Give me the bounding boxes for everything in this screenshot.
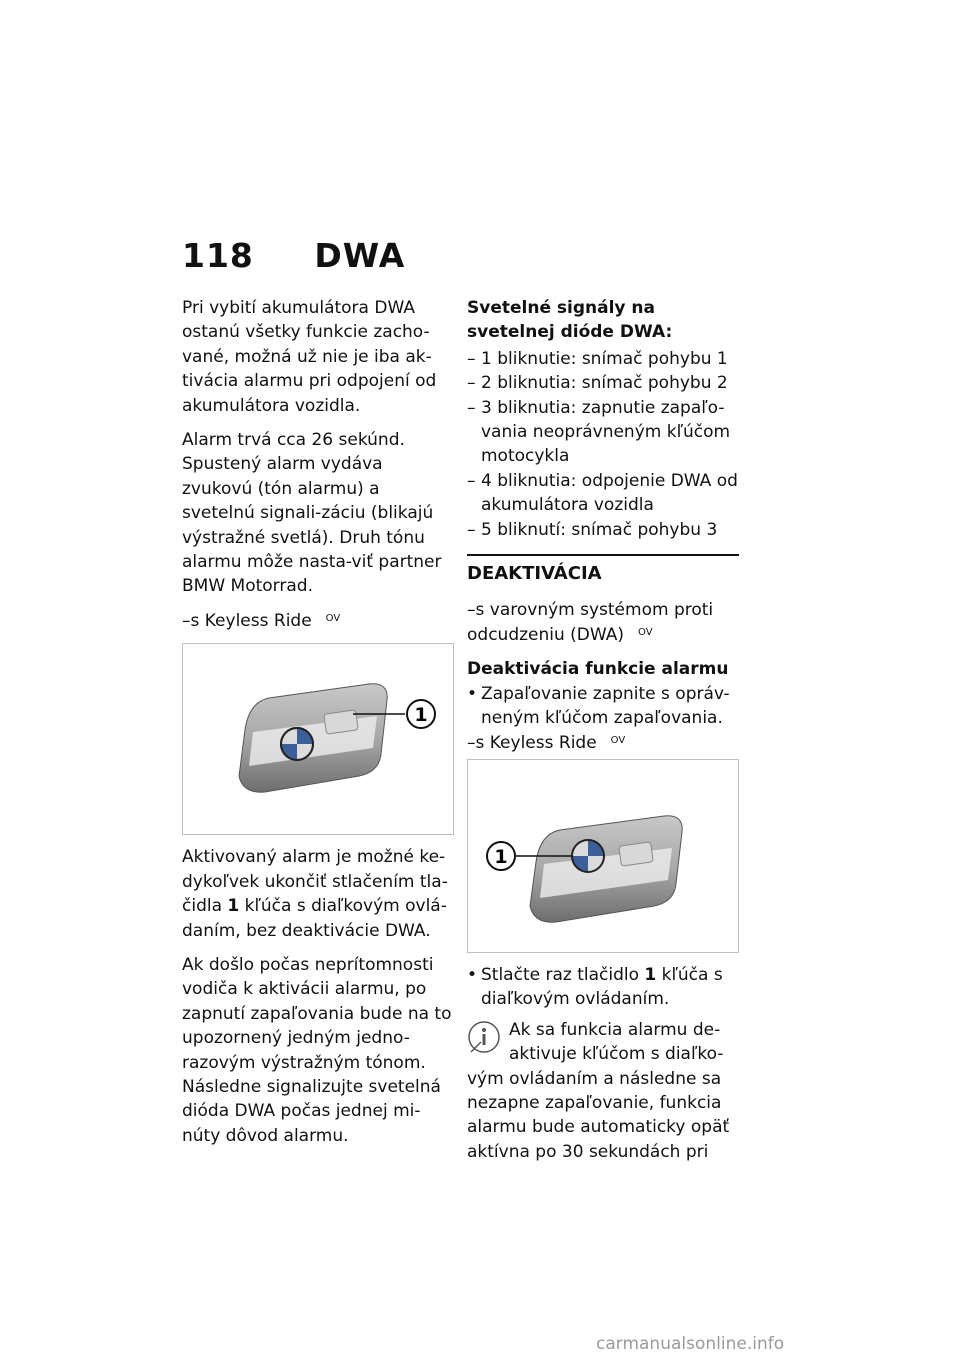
- signals-list: [467, 347, 739, 542]
- bullet-icon: •: [467, 964, 478, 985]
- keyless-condition: [182, 609, 454, 633]
- section-title: DWA: [314, 236, 406, 275]
- paragraph-stop-alarm: [182, 845, 454, 943]
- section-heading: DEAKTIVÁCIA: [467, 563, 602, 585]
- text: 2 bliknutia: snímač pohybu 2: [481, 373, 728, 394]
- watermark: carmanualsonline.info: [596, 1334, 785, 1354]
- option-marker: OV: [638, 626, 653, 638]
- bullet-item: [467, 682, 739, 731]
- key-fob-figure: [467, 759, 739, 953]
- dwa-condition: [467, 598, 739, 647]
- info-icon: [467, 1020, 501, 1054]
- dash: –: [467, 397, 476, 418]
- bullet-icon: •: [467, 683, 478, 704]
- paragraph-absence: Ak došlo počas neprítomnosti vodiča k aktivácii alarmu, po zapnutí zapaľovania bude na to upozornený jedným jedno-razovým výstražným tónom. Následne signalizujte svetelná dióda DWA počas jednej mi-núty dôvod alarmu.: [182, 954, 452, 1146]
- option-marker: OV: [610, 734, 626, 746]
- text: –s varovným systémom proti odcudzeniu (DWA): [467, 600, 714, 645]
- text: Aktivovaný alarm je možné ke-dykoľvek ukončiť stlačením tla-čidla: [182, 847, 448, 917]
- page-header: [182, 236, 405, 275]
- list-item: [467, 347, 739, 371]
- text: Zapaľovanie zapnite s opráv-neným kľúčom zapaľovania.: [481, 683, 730, 729]
- key-fob-illustration: [468, 760, 738, 952]
- section-divider: [467, 554, 739, 556]
- text: kľúča s diaľkovým ovládaním.: [481, 964, 723, 1010]
- keyless-condition: [467, 731, 739, 755]
- dash: –: [467, 470, 476, 491]
- button-ref: 1: [644, 964, 657, 985]
- text: 4 bliknutia: odpojenie DWA od akumulátora vozidla: [481, 470, 738, 516]
- paragraph-battery: Pri vybití akumulátora DWA ostanú všetky funkcie zacho-vané, možná už nie je iba ak-tivácia alarmu pri odpojení od akumulátora vozidla.: [182, 298, 437, 416]
- figure-callout: 1: [414, 704, 428, 727]
- text: 1 bliknutie: snímač pohybu 1: [481, 348, 728, 369]
- dash: –: [467, 373, 476, 394]
- paragraph-alarm-duration: Alarm trvá cca 26 sekúnd. Spustený alarm vydáva zvukovú (tón alarmu) a svetelnú signali-záciu (blikajú výstražné svetlá). Druh tónu alarmu môže nasta-viť partner BMW Motorrad.: [182, 430, 442, 597]
- right-column: [467, 296, 739, 1164]
- list-item: [467, 469, 739, 518]
- info-note: [467, 1018, 739, 1164]
- bullet-item: [467, 963, 739, 1012]
- dash: –: [467, 519, 476, 540]
- option-marker: OV: [325, 612, 341, 624]
- key-fob-figure: [182, 643, 454, 835]
- list-item: [467, 371, 739, 395]
- text: Stlačte raz tlačidlo: [481, 964, 639, 985]
- left-column: [182, 296, 454, 1158]
- text: 3 bliknutia: zapnutie zapaľo-vania neoprávneným kľúčom motocykla: [481, 397, 731, 467]
- keyless-label: –s Keyless Ride: [467, 732, 597, 753]
- button-ref: 1: [227, 896, 240, 917]
- signals-title: Svetelné signály na svetelnej dióde DWA:: [467, 298, 673, 343]
- keyless-label: –s Keyless Ride: [182, 610, 312, 631]
- text: 5 bliknutí: snímač pohybu 3: [481, 519, 718, 540]
- note-text: Ak sa funkcia alarmu de-aktivuje kľúčom s diaľko-vým ovládaním a následne sa nezapne zapaľovanie, funkcia alarmu bude automaticky opäť aktívna po 30 sekundách pri: [467, 1019, 730, 1162]
- list-item: [467, 396, 739, 469]
- figure-callout: 1: [494, 845, 508, 868]
- dash: –: [467, 348, 476, 369]
- list-item: [467, 518, 739, 542]
- text: kľúča s diaľkovým ovlá-daním, bez deaktivácie DWA.: [182, 896, 447, 941]
- page-number: 118: [182, 236, 254, 275]
- subheading: Deaktivácia funkcie alarmu: [467, 659, 729, 680]
- key-fob-illustration: [183, 644, 453, 834]
